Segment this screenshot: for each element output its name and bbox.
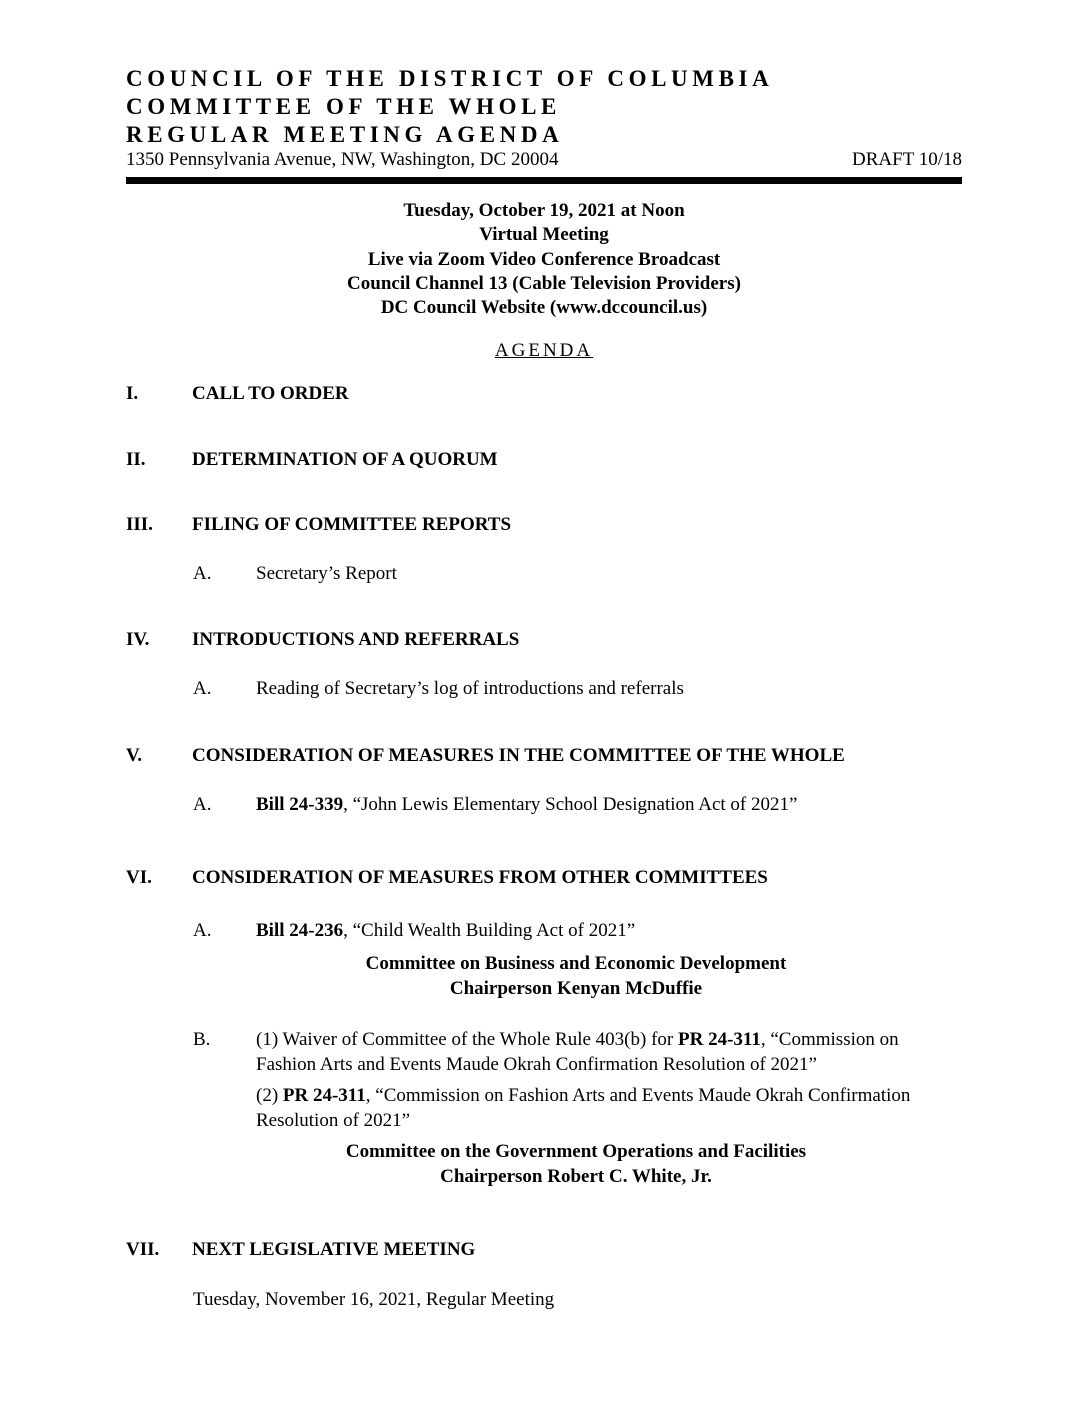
meeting-channel: Council Channel 13 (Cable Television Providers) bbox=[347, 272, 741, 294]
meeting-broadcast: Live via Zoom Video Conference Broadcast bbox=[367, 248, 721, 270]
draft-label: DRAFT 10/18 bbox=[852, 149, 962, 170]
header-council: COUNCIL OF THE DISTRICT OF COLUMBIA bbox=[126, 66, 774, 91]
meeting-date: Tuesday, October 19, 2021 at Noon bbox=[403, 200, 685, 221]
address: 1350 Pennsylvania Avenue, NW, Washington, DC 20004 bbox=[126, 149, 559, 170]
address-row bbox=[126, 148, 962, 172]
committee-attribution: Committee on the Government Operations and Facilities Chairperson Robert C. White, Jr. bbox=[345, 1141, 807, 1187]
header-committee: COMMITTEE OF THE WHOLE bbox=[126, 94, 561, 119]
agenda-page: COUNCIL OF THE DISTRICT OF COLUMBIA COMMITTEE OF THE WHOLE REGULAR MEETING AGENDA 1350 Pennsylvania Avenue, NW, Washington, DC 20004 DRAFT 10/18 Tuesday, October 19, 2021 at Noon Virtual Meeting Live via Zoom Video Conference Broadcast Council Channel 13 (Cable Television Providers) DC Council Website (www.dccouncil.us) AGENDA I. CALL TO ORDER II. DETERMINATION OF A QUORUM III. FILING OF COMMITTEE REPORTS A. Secretary’s Report IV. INTRODUCTIONS AND REFERRALS A. Reading of Secretary’s log of introductions and referrals V. CONSIDERATION OF MEASURES IN THE COMMITTEE OF THE WHOLE A. Bill 24-339, “John Lewis Elementary School Designation Act of 2021” VI. CONSIDERATION OF MEASURES FROM OTHER COMMITTEES A. Bill 24-236, “Child Wealth Building Act of 2021” Committee on Business and Economic Development Chairperson Kenyan McDuffie B. (1) Waiver of Committee of the Whole Rule 403(b) for PR 24-311, “Commission on Fashion Arts and Events Maude Okrah Confirmation Resolution of 2021” (2) PR 24-311, “Commission on Fashion Arts and Events Maude Okrah Confirmation Resolution of 2021” Committee on the Government Operations and Facilities Chairperson Robert C. White, Jr. VII. NEXT LEGISLATIVE MEETING Tuesday, November 16, 2021, Regular Meeting bbox=[126, 66, 962, 1310]
next-meeting-date: Tuesday, November 16, 2021, Regular Meeting bbox=[193, 1289, 555, 1310]
bill-number: Bill 24-339 bbox=[256, 794, 344, 815]
resolution-number: PR 24-311 bbox=[678, 1029, 761, 1050]
bill-number: Bill 24-236 bbox=[256, 920, 344, 941]
meeting-info bbox=[126, 199, 962, 320]
header-agenda: REGULAR MEETING AGENDA bbox=[126, 122, 564, 147]
meeting-website: DC Council Website (www.dccouncil.us) bbox=[380, 297, 708, 319]
resolution-number: PR 24-311 bbox=[282, 1085, 366, 1106]
header-rule bbox=[126, 177, 962, 184]
agenda-heading: AGENDA bbox=[494, 340, 594, 361]
committee-attribution: Committee on Business and Economic Development Chairperson Kenyan McDuffie bbox=[365, 953, 787, 999]
meeting-format: Virtual Meeting bbox=[479, 224, 609, 246]
